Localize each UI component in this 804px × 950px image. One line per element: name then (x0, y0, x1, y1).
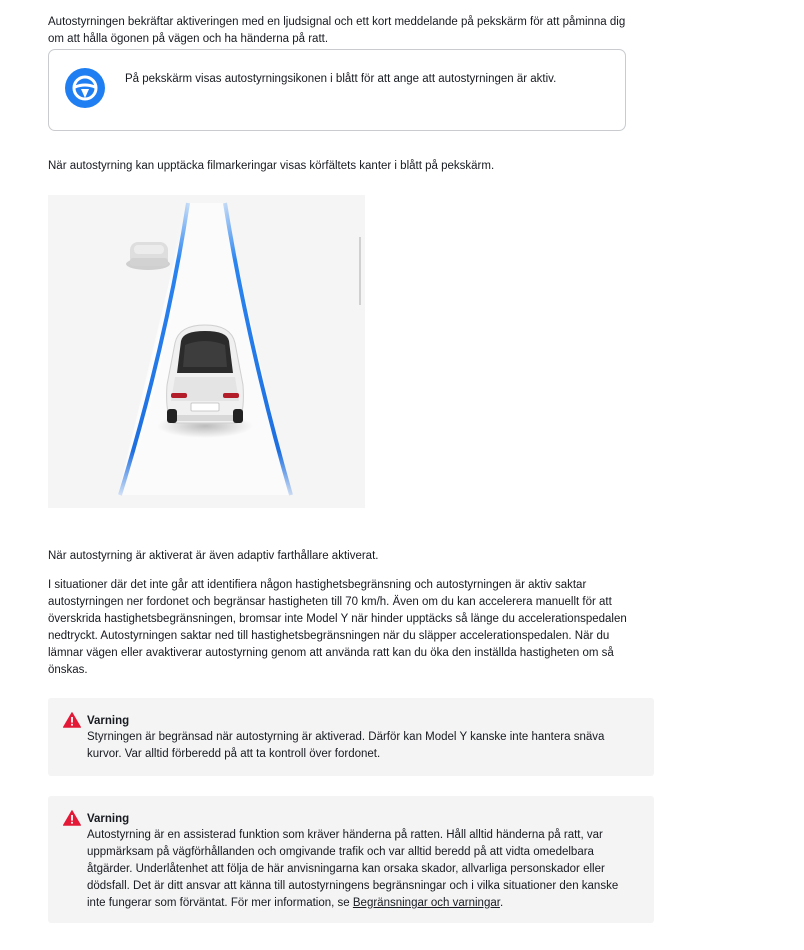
warning-triangle-icon (63, 712, 81, 728)
note-card-text: På pekskärm visas autostyrningsikonen i blått för att ange att autostyrningen är aktiv. (125, 72, 557, 85)
lane-paragraph: När autostyrning kan upptäcka filmarkeringar visas körfältets kanter i blått på pekskärm. (48, 160, 495, 172)
limitations-link[interactable]: Begränsningar och varningar (352, 897, 500, 909)
autosteer-note-card (48, 49, 626, 131)
warning-body: Styrningen är begränsad när autostyrning är aktiverad. Därför kan Model Y kanske inte hantera snäva kurvor. Var alltid förberedd på att ta kontroll över fordonet. (87, 731, 605, 760)
warning-title: Varning (87, 813, 130, 825)
steering-wheel-icon (65, 68, 105, 108)
warning-body-text: Autostyrning är en assisterad funktion som kräver händerna på ratten. Håll alltid händerna på ratt, var uppmärksam på vägförhållanden och omgivande trafik och var alltid beredd på att vidta omedelbara åtgärder. Underlåtenhet att följa de här anvisningarna kan orsaka skador, allvarliga personskador eller dödsfall. Det är ditt ansvar att känna till autostyrningens begränsningar och i vilka situationer den kanske inte fungerar som förväntat. För mer information, se (87, 829, 619, 909)
warning-box-hands-on (48, 796, 654, 923)
warning-title: Varning (87, 715, 130, 727)
acc-paragraph: När autostyrning är aktiverat är även adaptiv farthållare aktiverat. (48, 550, 379, 562)
speed-limit-paragraph: I situationer där det inte går att identifiera någon hastighetsbegränsning och autostyrningen är aktiv saktar autostyrningen ner fordonet och begränsar hastigheten till 70 km/h. Även om du kan accelerera manuellt för att överskrida hastighetsbegränsningen, bromsar inte Model Y när hinder upptäcks så länge du accelerationspedalen nedtryckt. Autostyrningen saktar ned till hastighetsbegränsningen när du släpper accelerationspedalen. När du lämnar vägen eller avaktiverar autostyrning genom att använda ratt kan du öka den inställda hastigheten om så önskas. (48, 579, 627, 676)
warning-triangle-icon (63, 810, 81, 826)
intro-paragraph: Autostyrningen bekräftar aktiveringen med en ljudsignal och ett kort meddelande på pekskärm för att påminna dig om att hålla ögonen på vägen och ha händerna på ratt. (48, 16, 626, 45)
lead-car (126, 242, 170, 270)
warning-box-steering (48, 698, 654, 776)
warning-body-suffix: . (499, 897, 504, 909)
warning-body (87, 827, 627, 912)
autosteer-lane-illustration (48, 195, 365, 508)
